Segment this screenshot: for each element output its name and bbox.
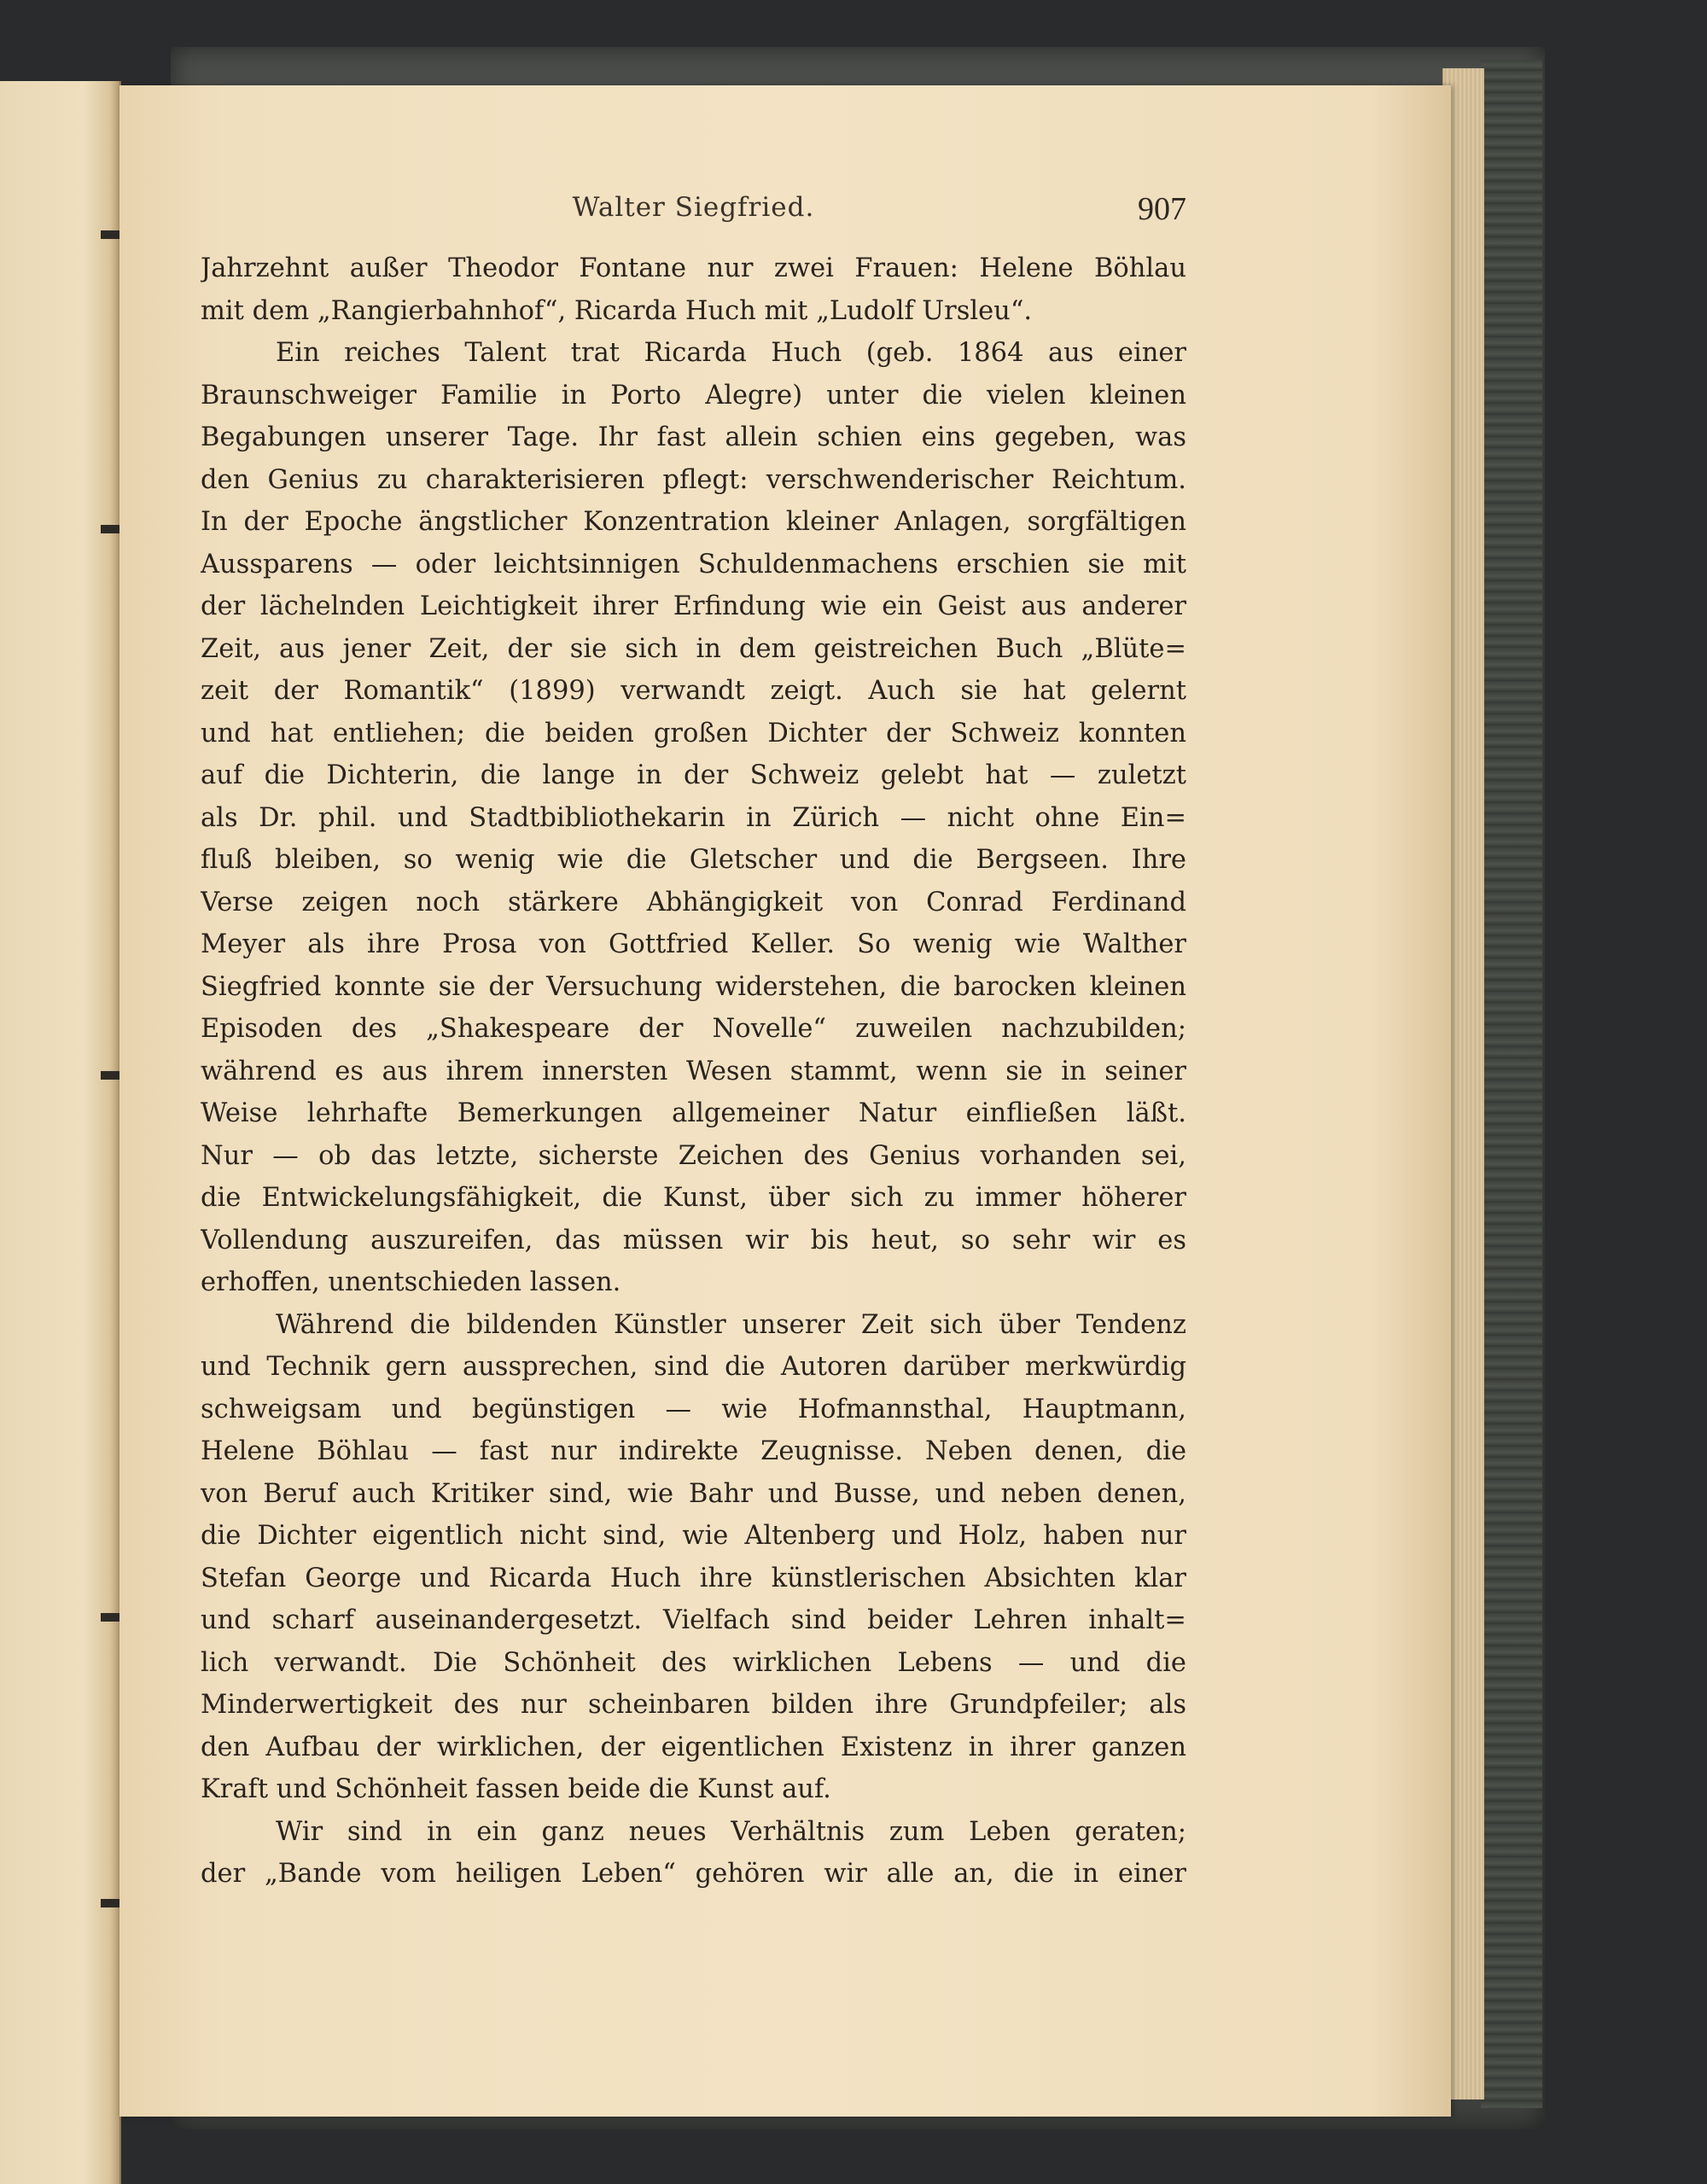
running-head: Walter Siegfried. — [572, 192, 815, 223]
text-line: schweigsam und begünstigen — wie Hofmannsthal, Hauptmann, — [201, 1394, 1186, 1424]
text-line: den Aufbau der wirklichen, der eigentlichen Existenz in ihrer ganzen — [201, 1732, 1186, 1762]
cover-edge — [1481, 60, 1542, 2108]
left-page — [0, 81, 121, 2184]
text-line: auf die Dichterin, die lange in der Schweiz gelebt hat — zuletzt — [201, 760, 1186, 790]
text-line: Während die bildenden Künstler unserer Zeit sich über Tendenz — [276, 1309, 1186, 1340]
text-line: die Dichter eigentlich nicht sind, wie Altenberg und Holz, haben nur — [201, 1521, 1186, 1551]
text-line: Helene Böhlau — fast nur indirekte Zeugnisse. Neben denen, die — [201, 1436, 1186, 1466]
text-line: die Entwickelungsfähigkeit, die Kunst, über sich zu immer höherer — [201, 1183, 1186, 1213]
text-line: Wir sind in ein ganz neues Verhältnis zum Leben geraten; — [276, 1816, 1186, 1847]
text-line: als Dr. phil. und Stadtbibliothekarin in Zürich — nicht ohne Ein= — [201, 802, 1186, 833]
page-number: 907 — [1138, 191, 1186, 227]
binding-stitch — [101, 1613, 119, 1622]
text-line: Episoden des „Shakespeare der Novelle“ zuweilen nachzubilden; — [201, 1014, 1186, 1044]
text-line: Ein reiches Talent trat Ricarda Huch (geb. 1864 aus einer — [276, 338, 1186, 368]
binding-stitch — [101, 1071, 119, 1080]
text-line: mit dem „Rangierbahnhof“, Ricarda Huch mit „Ludolf Ursleu“. — [201, 295, 1033, 326]
text-line: Minderwertigkeit des nur scheinbaren bilden ihre Grundpfeiler; als — [201, 1690, 1186, 1720]
text-line: Zeit, aus jener Zeit, der sie sich in dem geistreichen Buch „Blüte= — [201, 633, 1186, 664]
text-line: Kraft und Schönheit fassen beide die Kunst auf. — [201, 1774, 831, 1804]
text-line: Begabungen unserer Tage. Ihr fast allein schien eins gegeben, was — [201, 422, 1186, 452]
body-text — [201, 248, 1186, 1896]
page-header — [201, 183, 1186, 235]
text-line: erhoffen, unentschieden lassen. — [201, 1267, 621, 1297]
text-line: Vollendung auszureifen, das müssen wir bis heut, so sehr wir es — [201, 1225, 1186, 1255]
text-line: und Technik gern aussprechen, sind die Autoren darüber merkwürdig — [201, 1352, 1186, 1382]
text-line: während es aus ihrem innersten Wesen stammt, wenn sie in seiner — [201, 1056, 1186, 1086]
text-line: Aussparens — oder leichtsinnigen Schuldenmachens erschien sie mit — [201, 549, 1186, 579]
text-line: Meyer als ihre Prosa von Gottfried Keller. So wenig wie Walther — [201, 929, 1186, 959]
text-line: und hat entliehen; die beiden großen Dichter der Schweiz konnten — [201, 718, 1186, 748]
text-line: Braunschweiger Familie in Porto Alegre) unter die vielen kleinen — [201, 380, 1186, 411]
binding-stitch — [101, 230, 119, 239]
binding-stitch — [101, 1899, 119, 1907]
text-line: Weise lehrhafte Bemerkungen allgemeiner Natur einfließen läßt. — [201, 1098, 1186, 1128]
text-line: zeit der Romantik“ (1899) verwandt zeigt. Auch sie hat gelernt — [201, 676, 1186, 706]
text-line: von Beruf auch Kritiker sind, wie Bahr und Busse, und neben denen, — [201, 1478, 1186, 1509]
text-line: Siegfried konnte sie der Versuchung widerstehen, die barocken kleinen — [201, 971, 1186, 1002]
text-line: der „Bande vom heiligen Leben“ gehören wir alle an, die in einer — [201, 1859, 1186, 1889]
text-line: den Genius zu charakterisieren pflegt: verschwenderischer Reichtum. — [201, 464, 1186, 495]
text-line: fluß bleiben, so wenig wie die Gletscher und die Bergseen. Ihre — [201, 845, 1186, 875]
text-line: In der Epoche ängstlicher Konzentration kleiner Anlagen, sorgfältigen — [201, 507, 1186, 537]
text-line: der lächelnden Leichtigkeit ihrer Erfindung wie ein Geist aus anderer — [201, 591, 1186, 621]
text-line: Stefan George und Ricarda Huch ihre künstlerischen Absichten klar — [201, 1563, 1186, 1593]
text-line: Jahrzehnt außer Theodor Fontane nur zwei Frauen: Helene Böhlau — [201, 253, 1186, 283]
text-line: lich verwandt. Die Schönheit des wirklichen Lebens — und die — [201, 1647, 1186, 1678]
text-line: und scharf auseinandergesetzt. Vielfach sind beider Lehren inhalt= — [201, 1605, 1186, 1635]
text-line: Verse zeigen noch stärkere Abhängigkeit von Conrad Ferdinand — [201, 887, 1186, 917]
binding-stitch — [101, 525, 119, 533]
text-line: Nur — ob das letzte, sicherste Zeichen des Genius vorhanden sei, — [201, 1140, 1186, 1171]
